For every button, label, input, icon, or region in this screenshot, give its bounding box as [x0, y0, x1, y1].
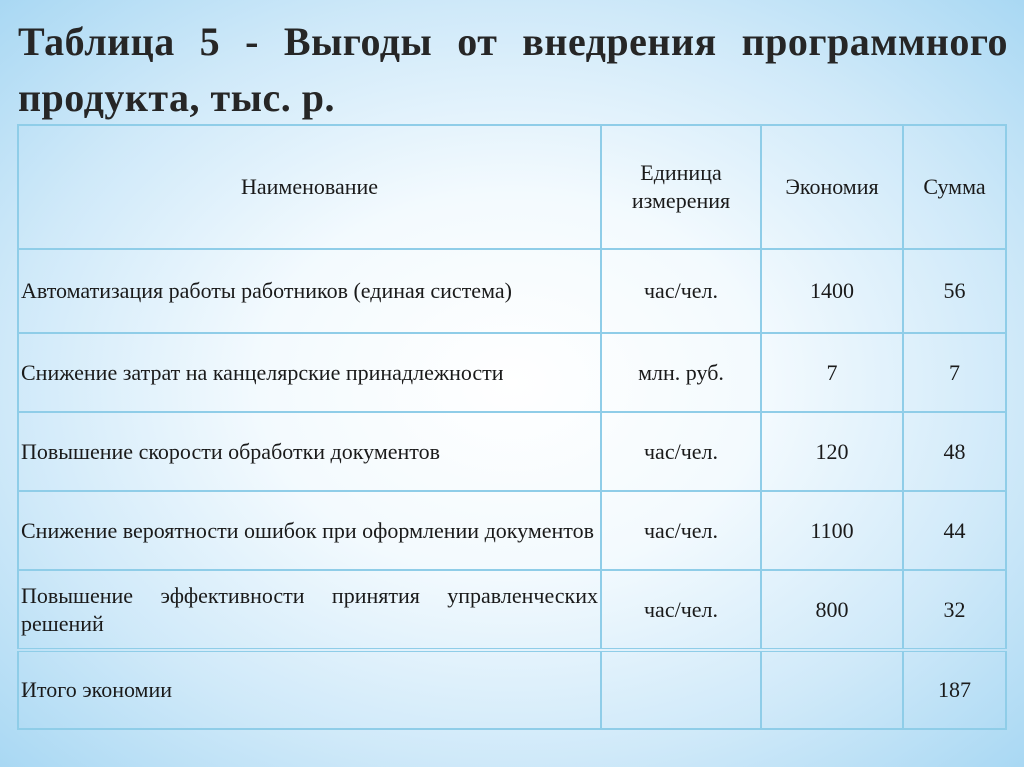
row-economy: 1100 — [761, 491, 903, 570]
table-header-row — [18, 125, 1006, 249]
header-name: Наименование — [18, 125, 601, 249]
header-sum: Сумма — [903, 125, 1006, 249]
row-unit: млн. руб. — [601, 333, 761, 412]
row-sum: 44 — [903, 491, 1006, 570]
row-economy: 120 — [761, 412, 903, 491]
header-economy: Экономия — [761, 125, 903, 249]
total-name: Итого экономии — [18, 650, 601, 729]
total-sum: 187 — [903, 650, 1006, 729]
row-unit: час/чел. — [601, 491, 761, 570]
row-economy: 800 — [761, 570, 903, 650]
row-unit: час/чел. — [601, 412, 761, 491]
page-title: Таблица 5 - Выгоды от внедрения программного продукта, тыс. р. — [18, 19, 1008, 120]
row-name: Снижение затрат на канцелярские принадлежности — [18, 333, 601, 412]
row-sum: 7 — [903, 333, 1006, 412]
table-row — [18, 412, 1006, 491]
row-economy: 7 — [761, 333, 903, 412]
row-name: Повышение эффективности принятия управленческих решений — [18, 570, 601, 650]
table-row — [18, 570, 1006, 650]
total-economy — [761, 650, 903, 729]
row-name: Повышение скорости обработки документов — [18, 412, 601, 491]
row-name: Снижение вероятности ошибок при оформлении документов — [18, 491, 601, 570]
table-total-row — [18, 650, 1006, 729]
row-unit: час/чел. — [601, 249, 761, 333]
row-unit: час/чел. — [601, 570, 761, 650]
header-unit: Единица измерения — [601, 125, 761, 249]
row-name: Автоматизация работы работников (единая система) — [18, 249, 601, 333]
table-row — [18, 249, 1006, 333]
total-unit — [601, 650, 761, 729]
benefits-table — [17, 124, 1007, 730]
row-sum: 48 — [903, 412, 1006, 491]
table-row — [18, 491, 1006, 570]
row-sum: 56 — [903, 249, 1006, 333]
row-economy: 1400 — [761, 249, 903, 333]
table-row — [18, 333, 1006, 412]
row-sum: 32 — [903, 570, 1006, 650]
